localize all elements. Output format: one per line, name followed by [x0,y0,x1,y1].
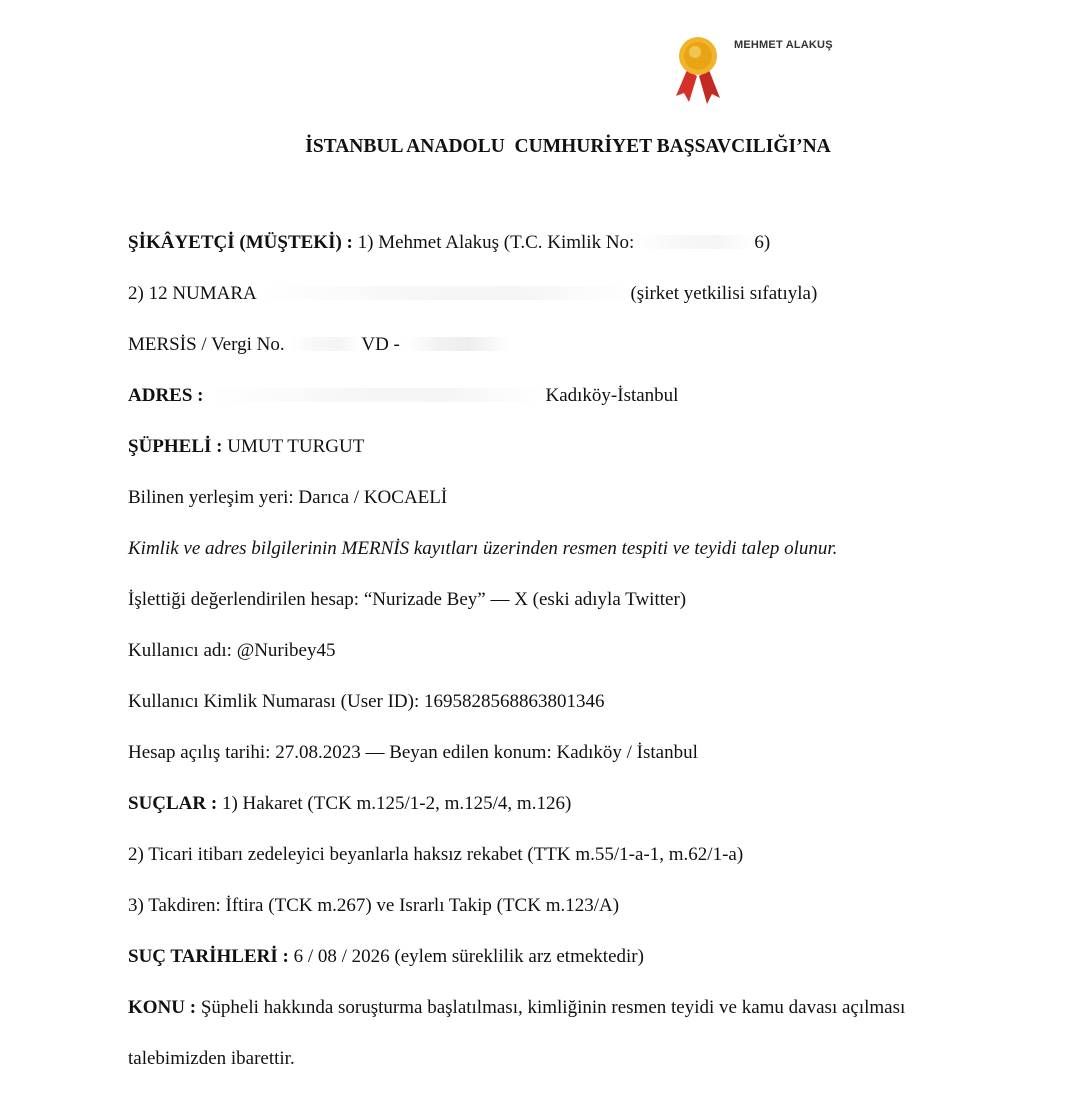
company-role: (şirket yetkilisi sıfatıyla) [630,283,818,304]
subject-text: Şüpheli hakkında soruşturma başlatılması, kimliğinin resmen teyidi ve kamu davası açılması [196,997,906,1018]
crime-item-1: 1) Hakaret (TCK m.125/1-2, m.125/4, m.126) [217,793,572,814]
crime-item-3: 3) Takdiren: İftira (TCK m.267) ve Israrlı Takip (TCK m.123/A) [128,895,620,916]
suspect-account: İşlettiği değerlendirilen hesap: “Nurizade Bey” — X (eski adıyla Twitter) [128,589,687,610]
redacted-company [260,286,630,300]
crimes-line-1 [128,792,571,816]
crimes-label: SUÇLAR : [128,793,218,814]
complainant-tail: 6) [754,232,771,253]
crime-item-2: 2) Ticari itibarı zedeleyici beyanlarla haksız rekabet (TTK m.55/1-a-1, m.62/1-a) [128,844,744,865]
crime-dates-label: SUÇ TARİHLERİ : [128,946,289,967]
mersis-line [128,333,509,357]
medal-ribbon-icon [670,32,726,110]
complainant-line-1 [128,231,770,255]
redacted-mersis [289,337,361,351]
suspect-user-id: Kullanıcı Kimlik Numarası (User ID): 1695828568863801346 [128,691,605,712]
subject-label: KONU : [128,997,197,1018]
crime-dates-text: 6 / 08 / 2026 (eylem süreklilik arz etmektedir) [288,946,644,967]
complainant-name: 1) Mehmet Alakuş (T.C. Kimlik No: [352,232,635,253]
address-city: Kadıköy-İstanbul [545,385,679,406]
suspect-name: UMUT TURGUT [222,436,365,457]
suspect-residence: Bilinen yerleşim yeri: Darıca / KOCAELİ [128,487,448,508]
vd-label: VD - [361,334,405,355]
badge-name: MEHMET ALAKUŞ [734,39,833,51]
company-name: 2) 12 NUMARA [128,283,261,304]
suspect-username: Kullanıcı adı: @Nuribey45 [128,640,336,661]
address-label: ADRES : [128,385,204,406]
complainant-line-2 [128,282,817,306]
crime-dates-line [128,945,644,969]
redacted-address [209,388,545,402]
subject-line [128,996,905,1020]
complainant-label: ŞİKÂYETÇİ (MÜŞTEKİ) : [128,232,353,253]
redacted-vd [405,337,509,351]
redacted-id [634,235,754,249]
document-title: İSTANBUL ANADOLU CUMHURİYET BAŞSAVCILIĞI’NA [305,136,831,157]
address-line [128,384,678,408]
suspect-label: ŞÜPHELİ : [128,436,223,457]
suspect-line [128,435,364,459]
suspect-account-info: Hesap açılış tarihi: 27.08.2023 — Beyan edilen konum: Kadıköy / İstanbul [128,742,698,763]
subject-line-cont: talebimizden ibarettir. [128,1048,295,1069]
mersis-label: MERSİS / Vergi No. [128,334,290,355]
mernis-note: Kimlik ve adres bilgilerinin MERNİS kayıtları üzerinden resmen tespiti ve teyidi talep olunur. [128,538,838,559]
